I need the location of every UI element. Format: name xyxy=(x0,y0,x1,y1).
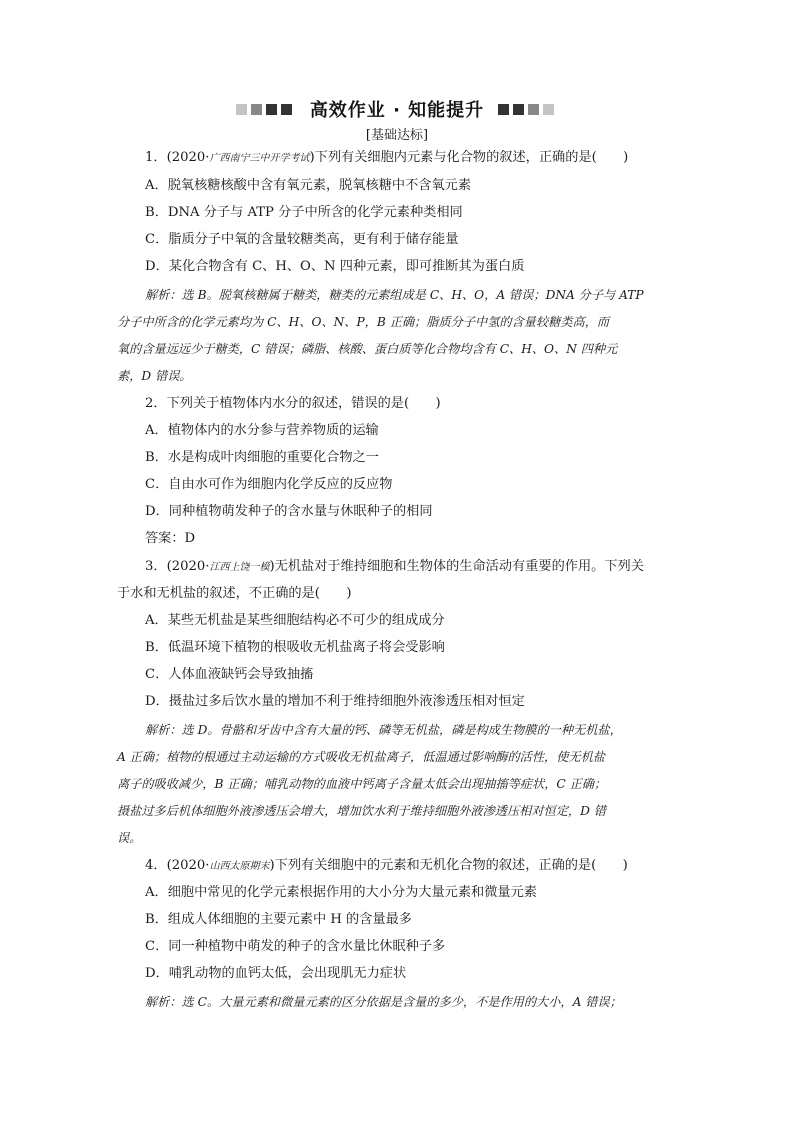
question-number: 1．(2020· xyxy=(145,150,210,165)
option-c: C．自由水可作为细胞内化学反应的反应物 xyxy=(145,477,393,492)
option-d: D．某化合物含有 C、H、O、N 四种元素，即可推断其为蛋白质 xyxy=(145,259,525,274)
explanation-line: 解析：选 D。骨骼和牙齿中含有大量的钙、磷等无机盐，磷是构成生物膜的一种无机盐， xyxy=(145,723,622,737)
decor-square xyxy=(251,104,262,115)
decor-square xyxy=(543,104,554,115)
decor-square xyxy=(528,104,539,115)
question-text: )下列有关细胞中的元素和无机化合物的叙述，正确的是( ) xyxy=(269,858,628,873)
decor-square xyxy=(498,104,509,115)
option-c: C．脂质分子中氧的含量较糖类高，更有利于储存能量 xyxy=(145,232,459,247)
option-b: B．DNA 分子与 ATP 分子中所含的化学元素种类相同 xyxy=(145,205,463,220)
option-d: D．哺乳动物的血钙太低，会出现肌无力症状 xyxy=(145,966,407,981)
question-source: 山西太原期末 xyxy=(209,861,270,872)
explanation-line: 氧的含量远远少于糖类，C 错误；磷脂、核酸、蛋白质等化合物均含有 C、H、O、N 四种元 xyxy=(117,342,618,356)
option-a: A．脱氧核糖核酸中含有氧元素，脱氧核糖中不含氧元素 xyxy=(145,178,472,193)
question-stem-continued: 于水和无机盐的叙述，不正确的是( ) xyxy=(117,586,352,601)
question-text: )下列有关细胞内元素与化合物的叙述，正确的是( ) xyxy=(309,150,629,165)
explanation-line: 解析：选 B。脱氧核糖属于糖类，糖类的元素组成是 C、H、O，A 错误；DNA 分子与 ATP xyxy=(145,288,644,302)
question-stem: 2．下列关于植物体内水分的叙述，错误的是( ) xyxy=(145,396,441,411)
explanation-line: 离子的吸收减少，B 正确；哺乳动物的血液中钙离子含量太低会出现抽搐等症状，C 正确； xyxy=(117,777,607,791)
decor-square xyxy=(236,104,247,115)
question-text: )无机盐对于维持细胞和生物体的生命活动有重要的作用。下列关 xyxy=(269,559,644,574)
explanation-line: 摄盐过多后机体细胞外液渗透压会增大，增加饮水利于维持细胞外液渗透压相对恒定，D 错 xyxy=(117,804,606,818)
option-a: A．植物体内的水分参与营养物质的运输 xyxy=(145,423,379,438)
question-source: 江西上饶一模 xyxy=(209,562,270,573)
option-c: C．人体血液缺钙会导致抽搐 xyxy=(145,667,314,682)
question-stem xyxy=(145,856,628,877)
explanation-line: 误。 xyxy=(117,831,142,845)
option-a: A．细胞中常见的化学元素根据作用的大小分为大量元素和微量元素 xyxy=(145,885,537,900)
explanation-line: 解析：选 C。大量元素和微量元素的区分依据是含量的多少，不是作用的大小，A 错误； xyxy=(145,995,622,1009)
question-number: 4．(2020· xyxy=(145,858,210,873)
decor-square xyxy=(266,104,277,115)
page-title: 高效作业 · 知能提升 xyxy=(309,100,485,121)
question-source: 广西南宁三中开学考试 xyxy=(209,153,310,164)
section-subtitle: [基础达标] xyxy=(365,128,429,143)
decor-square xyxy=(513,104,524,115)
question-stem xyxy=(145,148,628,169)
question-stem xyxy=(145,557,644,578)
option-c: C．同一种植物中萌发的种子的含水量比休眠种子多 xyxy=(145,939,446,954)
explanation-line: 分子中所含的化学元素均为 C、H、O、N、P，B 正确；脂质分子中氢的含量较糖类高，而 xyxy=(117,315,610,329)
answer: 答案：D xyxy=(145,531,196,546)
option-d: D．同种植物萌发种子的含水量与休眠种子的相同 xyxy=(145,504,433,519)
option-b: B．组成人体细胞的主要元素中 H 的含量最多 xyxy=(145,912,412,927)
explanation-line: A 正确；植物的根通过主动运输的方式吸收无机盐离子，低温通过影响酶的活性，使无机盐 xyxy=(117,750,605,764)
option-a: A．某些无机盐是某些细胞结构必不可少的组成成分 xyxy=(145,613,445,628)
section-header xyxy=(0,96,794,122)
option-b: B．水是构成叶肉细胞的重要化合物之一 xyxy=(145,450,379,465)
question-number: 3．(2020· xyxy=(145,559,210,574)
decor-square xyxy=(281,104,292,115)
option-b: B．低温环境下植物的根吸收无机盐离子将会受影响 xyxy=(145,640,445,655)
explanation-line: 素，D 错误。 xyxy=(117,369,192,383)
option-d: D．摄盐过多后饮水量的增加不利于维持细胞外液渗透压相对恒定 xyxy=(145,694,525,709)
